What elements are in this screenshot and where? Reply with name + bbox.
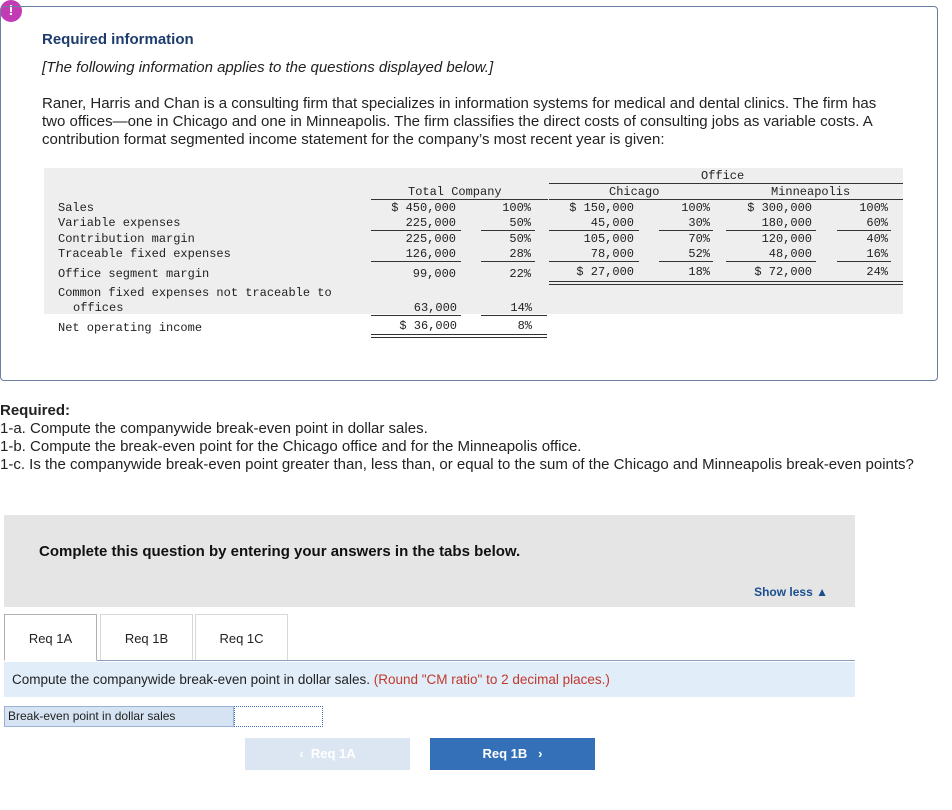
instructions-panel xyxy=(4,515,855,607)
variable-total-pct: 50% xyxy=(509,216,531,230)
variable-chicago-pct: 30% xyxy=(688,216,710,230)
cm-chicago: 105,000 xyxy=(583,232,634,246)
required-information-title: Required information xyxy=(42,31,194,48)
required-section xyxy=(0,402,940,474)
segment-total-pct: 22% xyxy=(509,267,531,281)
variable-minneapolis: 180,000 xyxy=(761,216,812,230)
variable-total: 225,000 xyxy=(405,216,456,230)
traceable-total-pct: 28% xyxy=(509,247,531,261)
break-even-input[interactable] xyxy=(234,706,323,727)
required-heading: Required: xyxy=(0,402,71,419)
common-total-pct: 14% xyxy=(510,301,532,315)
tab-divider xyxy=(97,660,855,661)
segment-minneapolis-pct: 24% xyxy=(866,265,888,279)
scenario-text: Raner, Harris and Chan is a consulting firm that specializes in information systems for medical and dental clinics. The firm has two offices—one in Chicago and one in Minneapolis. The firm classifies the direct costs of consulting jobs as variable costs. A contribution format segmented income statement for the company’s most recent year is given: xyxy=(42,95,877,148)
noi-total-pct: 8% xyxy=(517,319,532,333)
next-tab-button[interactable]: Req 1B › xyxy=(430,738,595,770)
chevron-left-icon: ‹ xyxy=(299,746,304,761)
traceable-chicago: 78,000 xyxy=(590,247,634,261)
cm-chicago-pct: 70% xyxy=(688,232,710,246)
common-total: 63,000 xyxy=(413,301,457,315)
row-label-common-fixed: Common fixed expenses not traceable to xyxy=(58,286,332,300)
required-item-1c: 1-c. Is the companywide break-even point greater than, less than, or equal to the sum of the Chicago and Minneapolis break-even points? xyxy=(0,456,914,473)
segment-total: 99,000 xyxy=(412,267,456,281)
segmented-income-statement xyxy=(44,168,903,314)
chevron-right-icon: › xyxy=(538,746,543,761)
segment-chicago: $ 27,000 xyxy=(576,265,634,279)
sales-chicago-pct: 100% xyxy=(681,201,710,215)
question-bar xyxy=(4,662,855,697)
prev-tab-button: ‹ Req 1A xyxy=(245,738,410,770)
question-text: Compute the companywide break-even point in dollar sales. (Round "CM ratio" to 2 decimal places.) xyxy=(12,672,610,687)
traceable-minneapolis-pct: 16% xyxy=(866,247,888,261)
traceable-chicago-pct: 52% xyxy=(688,247,710,261)
info-note: [The following information applies to the questions displayed below.] xyxy=(42,59,494,76)
segment-chicago-pct: 18% xyxy=(688,265,710,279)
cm-total: 225,000 xyxy=(405,232,456,246)
variable-minneapolis-pct: 60% xyxy=(866,216,888,230)
variable-chicago: 45,000 xyxy=(590,216,634,230)
segment-minneapolis: $ 72,000 xyxy=(754,265,812,279)
sales-total: $ 450,000 xyxy=(391,201,456,215)
minneapolis-header: Minneapolis xyxy=(771,185,851,199)
answer-label: Break-even point in dollar sales xyxy=(4,706,234,727)
chicago-header: Chicago xyxy=(609,185,660,199)
sales-minneapolis: $ 300,000 xyxy=(747,201,812,215)
required-item-1a: 1-a. Compute the companywide break-even point in dollar sales. xyxy=(0,420,428,437)
alert-icon: ! xyxy=(0,0,22,22)
tab-req-1a[interactable]: Req 1A xyxy=(4,614,97,661)
row-label-common-fixed-cont: offices xyxy=(73,301,124,315)
tab-req-1b[interactable]: Req 1B xyxy=(100,614,193,661)
row-label-net-operating-income: Net operating income xyxy=(58,321,203,335)
rounding-instruction: (Round "CM ratio" to 2 decimal places.) xyxy=(373,672,610,687)
statement-lower-rows xyxy=(44,298,564,344)
total-company-header: Total Company xyxy=(408,185,502,199)
row-label-contribution-margin: Contribution margin xyxy=(58,232,195,246)
row-label-segment-margin: Office segment margin xyxy=(58,267,210,281)
row-label-variable: Variable expenses xyxy=(58,216,181,230)
sales-total-pct: 100% xyxy=(502,201,531,215)
instructions-text: Complete this question by entering your answers in the tabs below. xyxy=(39,543,521,560)
show-less-link[interactable]: Show less ▲ xyxy=(754,585,828,599)
required-item-1b: 1-b. Compute the break-even point for the Chicago office and for the Minneapolis office. xyxy=(0,438,582,455)
noi-total: $ 36,000 xyxy=(399,319,457,333)
row-label-sales: Sales xyxy=(58,201,95,215)
cm-minneapolis: 120,000 xyxy=(761,232,812,246)
traceable-total: 126,000 xyxy=(405,247,456,261)
tab-req-1c[interactable]: Req 1C xyxy=(195,614,288,661)
row-label-traceable-fixed: Traceable fixed expenses xyxy=(58,247,231,261)
cm-minneapolis-pct: 40% xyxy=(866,232,888,246)
traceable-minneapolis: 48,000 xyxy=(768,247,812,261)
cm-total-pct: 50% xyxy=(509,232,531,246)
sales-chicago: $ 150,000 xyxy=(569,201,634,215)
sales-minneapolis-pct: 100% xyxy=(859,201,888,215)
office-header: Office xyxy=(701,169,745,183)
